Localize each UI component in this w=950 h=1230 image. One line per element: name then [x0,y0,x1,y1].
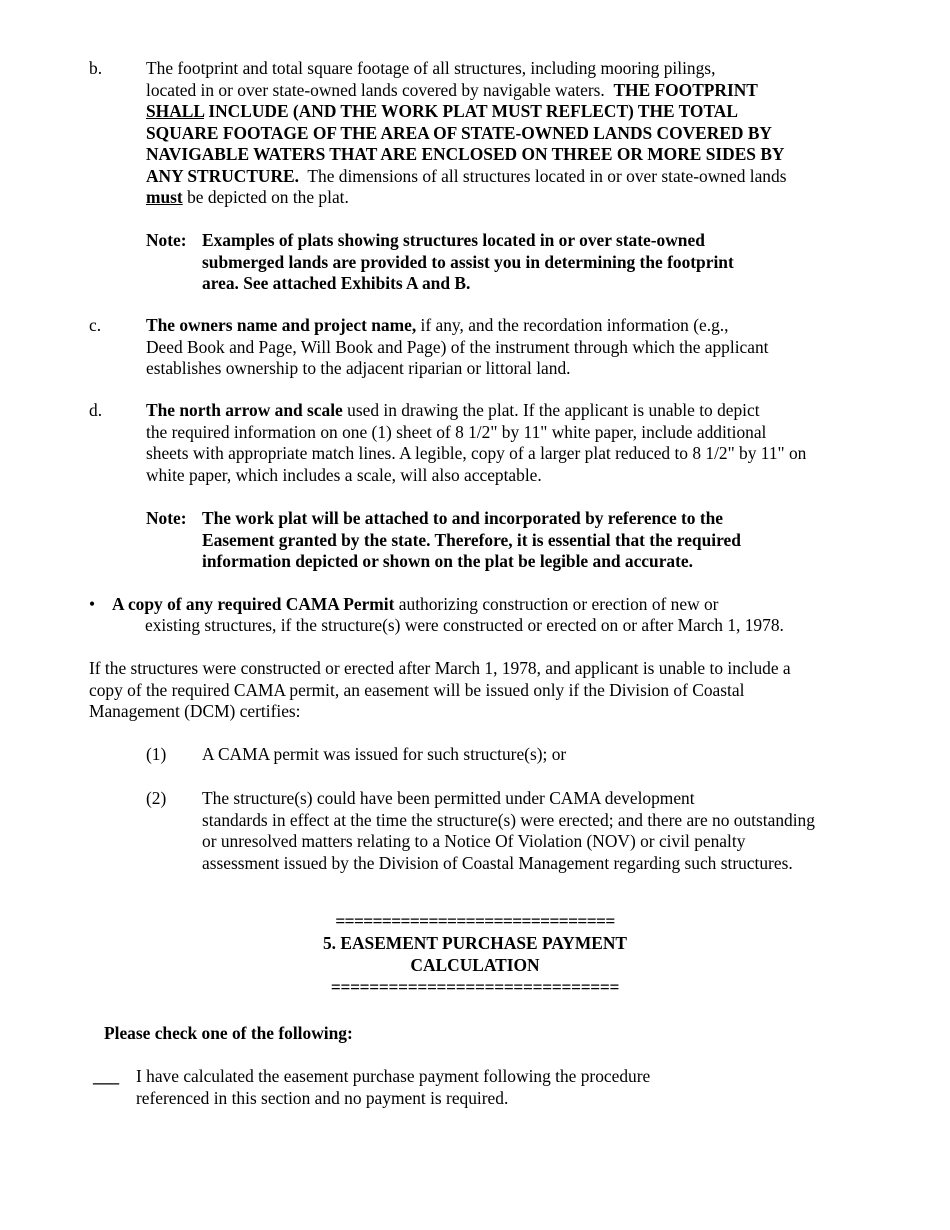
section-title: 5. EASEMENT PURCHASE PAYMENT CALCULATION [322,933,628,975]
item-b-marker: b. [89,58,103,78]
note-text: The work plat will be attached to and incorporated by reference to the Easement granted by the state. Therefore, it is essential that the required information depicted or shown on the plat be legible and accurate. [202,508,741,571]
cama-paragraph: If the structures were constructed or erected after March 1, 1978, and applicant is unable to include a copy of the required CAMA permit, an easement will be issued only if the Division of Coastal Management (DCM) certifies: [89,658,791,721]
note-label: Note: [146,508,187,528]
item-b-text: The footprint and total square footage of all structures, including mooring pilings, located in or over state-owned lands covered by navigable waters. THE FOOTPRINT SHALL INCLUDE (AND THE WORK PLAT MUST REFLECT) THE TOTAL SQUARE FOOTAGE OF THE AREA OF STATE-OWNED LANDS COVERED BY NAVIGABLE WATERS THAT ARE ENCLOSED ON THREE OR MORE SIDES BY ANY STRUCTURE. The dimensions of all structures located in or over state-owned lands must be depicted on the plat. [146,58,787,207]
check-option-text: I have calculated the easement purchase payment following the procedure referenced in this section and no payment is required. [136,1066,651,1108]
note-label: Note: [146,230,187,250]
item-d-marker: d. [89,400,103,420]
section-rule-bottom: ============================== [330,978,620,994]
section-heading [300,912,650,994]
item-d-text: The north arrow and scale used in drawing the plat. If the applicant is unable to depict the required information on one (1) sheet of 8 1/2" by 11" white paper, include additional sheets with appropriate match lines. A legible, copy of a larger plat reduced to 8 1/2" by 11" on white paper, which includes a scale, will also acceptable. [146,400,807,485]
bullet-line-2: existing structures, if the structure(s) were constructed or erected on or after March 1, 1978. [145,615,784,635]
item-c-text: The owners name and project name, if any, and the recordation information (e.g., Deed Book and Page, Will Book and Page) of the instrument through which the applicant establishes ownership to the adjacent riparian or littoral land. [146,315,769,378]
item-c-marker: c. [89,315,102,335]
bullet-icon: • [89,594,96,614]
condition-text: The structure(s) could have been permitted under CAMA development standards in effect at the time the structure(s) were erected; and there are no outstanding or unresolved matters relating to a Notice Of Violation (NOV) or civil penalty assessment issued by the Division of Coastal Management regarding such structures. [202,788,815,873]
note-text: Examples of plats showing structures located in or over state-owned submerged lands are provided to assist you in determining the footprint area. See attached Exhibits A and B. [202,230,734,293]
condition-text: A CAMA permit was issued for such structure(s); or [202,744,567,764]
condition-marker: (2) [146,788,167,808]
section-rule-top: ============================== [335,912,615,928]
bullet-line-1: A copy of any required CAMA Permit authorizing construction or erection of new or [112,594,719,614]
check-heading: Please check one of the following: [104,1023,353,1043]
condition-marker: (1) [146,744,167,764]
checkbox-blank[interactable]: ___ [93,1066,120,1086]
